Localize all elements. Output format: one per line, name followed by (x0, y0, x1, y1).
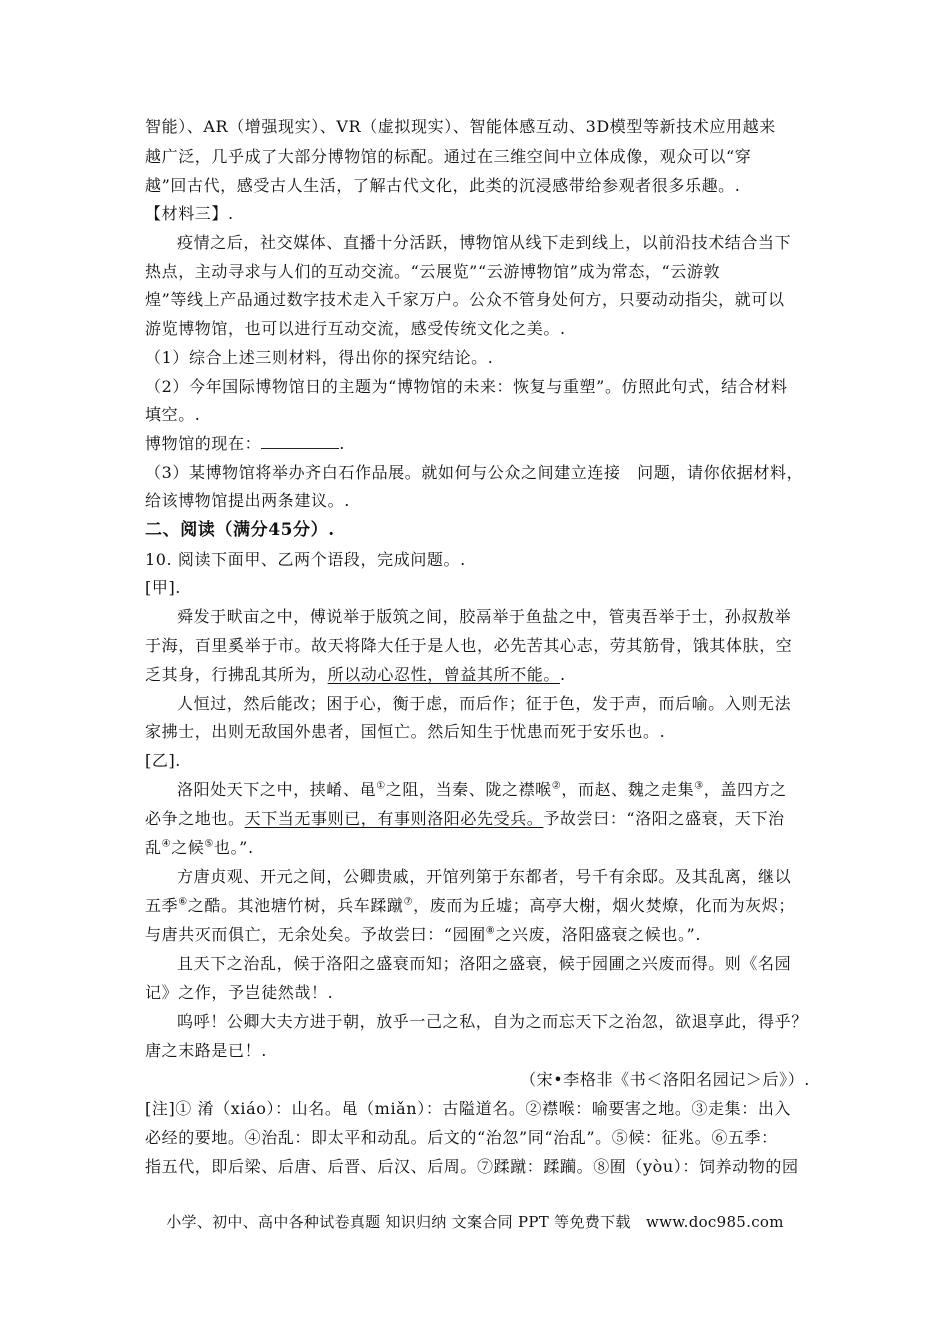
text-line: 智能）、AR（增强现实）、VR（虚拟现实）、智能体感互动、3D模型等新技术应用越来 (145, 117, 776, 136)
text-line: 越广泛，几乎成了大部分博物馆的标配。通过在三维空间中立体成像，观众可以“穿 (145, 147, 752, 166)
text-line: 越”回古代，感受古人生活，了解古代文化，此类的沉浸感带给参观者很多乐趣。. (145, 176, 741, 195)
footnote-ref: ⑧ (485, 925, 496, 937)
question-3: （3）某博物馆将举办齐白石作品展。就如何与公众之间建立连接 问题，请你依据材料， (145, 463, 804, 482)
text-line: 于海，百里奚举于市。故天将降大任于是人也，必先苦其心志，劳其筋骨，饿其体肤，空 (145, 636, 793, 655)
text-fragment: ，盖四方之 (703, 780, 787, 799)
text-fragment: 之酷。其池塘竹树，兵车蹂蹴 (187, 896, 404, 915)
footnote-ref: ⑦ (403, 896, 414, 908)
underlined-sentence: 所以动心忍性，曾益其所不能。 (327, 665, 561, 684)
notes-line: 必经的要地。④治乱：即太平和动乱。后文的“治忽”同“治乱”。⑤候：征兆。⑥五季： (145, 1128, 778, 1147)
text-fragment: 必争之地也。 (145, 809, 245, 828)
text-line: 游览博物馆，也可以进行互动交流，感受传统文化之美。. (145, 319, 566, 338)
fill-in-line (145, 434, 810, 454)
footnote-ref: ① (376, 780, 386, 792)
text-line: 且天下之治乱，候于洛阳之盛衰而知；洛阳之盛衰，候于园圃之兴废而得。则《名园 (177, 954, 792, 973)
text-fragment: . (339, 434, 345, 453)
footnote-ref: ② (551, 780, 562, 792)
text-fragment: 乏其身，行拂乱其所为， (145, 665, 328, 684)
text-fragment: ，而赵、魏之走集 (561, 780, 695, 799)
text-line (145, 665, 810, 685)
question-10: 10. 阅读下面甲、乙两个语段，完成问题。. (145, 550, 466, 569)
source-citation: （宋•李格非《书＜洛阳名园记＞后》）. (520, 1070, 810, 1089)
footnote-ref: ⑥ (178, 896, 188, 908)
text-line: 唐之末路是已！. (145, 1041, 267, 1060)
footnote-ref: ⑤ (204, 838, 214, 850)
fill-in-label: 博物馆的现在： (145, 434, 262, 453)
text-line: 舜发于畎亩之中，傅说举于版筑之间，胶鬲举于鱼盐之中，管夷吾举于士，孙叔敖举 (177, 607, 792, 626)
text-line: 给该博物馆提出两条建议。. (145, 491, 350, 510)
answer-blank[interactable] (261, 434, 339, 449)
text-fragment: 洛阳处天下之中，挟崤、黾 (177, 780, 377, 799)
page-footer: 小学、初中、高中各种试卷真题 知识归纳 文案合同 PPT 等免费下载 www.doc985.com (166, 1213, 784, 1231)
text-fragment: 之候 (171, 838, 205, 857)
text-fragment: . (560, 665, 566, 684)
underlined-sentence: 天下当无事则已，有事则洛阳必先受兵。 (244, 809, 544, 828)
footnote-ref: ④ (161, 838, 172, 850)
text-fragment: 之阻，当秦、陇之襟喉 (385, 780, 552, 799)
text-line (145, 896, 810, 916)
text-fragment: 之兴废，洛阳盛衰之候也。”. (495, 925, 702, 944)
text-line: 人恒过，然后能改；困于心，衡于虑，而后作；征于色，发于声，而后喻。入则无法 (177, 694, 792, 713)
text-line (177, 780, 810, 800)
text-fragment: 予故尝曰：“洛阳之盛衰，天下治 (543, 809, 785, 828)
text-line: 记》之作，予岂徒然哉！. (145, 983, 334, 1002)
passage-label-jia: [甲]. (145, 578, 181, 597)
text-line (145, 838, 810, 858)
text-fragment: 乱 (145, 838, 162, 857)
question-2: （2）今年国际博物馆日的主题为“博物馆的未来：恢复与重塑”。仿照此句式，结合材料 (145, 377, 788, 396)
notes-line: 指五代，即后梁、后唐、后晋、后汉、后周。⑦蹂蹴：蹂躏。⑧囿（yòu）：饲养动物的园 (145, 1157, 799, 1176)
section-heading: 二、阅读（满分45分）. (145, 520, 335, 540)
text-line (145, 925, 810, 945)
text-line: 家拂士，出则无敌国外患者，国恒亡。然后知生于忧患而死于安乐也。. (145, 722, 666, 741)
text-line (145, 809, 810, 829)
text-fragment: 也。”. (213, 838, 254, 857)
text-fragment: 与唐共灭而俱亡，无余处矣。予故尝曰：“园囿 (145, 925, 486, 944)
text-line: 方唐贞观、开元之间，公卿贵戚，开馆列第于东都者，号千有余邸。及其乱离，继以 (177, 867, 792, 886)
text-line: 热点，主动寻求与人们的互动交流。“云展览”“云游博物馆”成为常态，“云游敦 (145, 262, 721, 281)
footnote-ref: ③ (694, 780, 704, 792)
section-label: 【材料三】. (145, 204, 234, 223)
text-fragment: ，废而为丘墟；高亭大榭，烟火焚燎，化而为灰烬； (413, 896, 795, 915)
text-line: 煌”等线上产品通过数字技术走入千家万户。公众不管身处何方，只要动动指尖，就可以 (145, 290, 785, 309)
notes-line: [注]① 淆（xiáo）：山名。黾（miǎn）：古隘道名。②襟喉：喻要害之地。③走集：出入 (145, 1099, 792, 1118)
text-line: 疫情之后，社交媒体、直播十分活跃，博物馆从线下走到线上，以前沿技术结合当下 (177, 233, 792, 252)
question-1: （1）综合上述三则材料，得出你的探究结论。. (145, 348, 494, 367)
text-fragment: 五季 (145, 896, 179, 915)
passage-label-yi: [乙]. (145, 751, 181, 770)
text-line: 填空。. (145, 405, 201, 424)
text-line: 呜呼！公卿大夫方进于朝，放乎一己之私，自为之而忘天下之治忽，欲退享此，得乎？ (177, 1012, 808, 1031)
